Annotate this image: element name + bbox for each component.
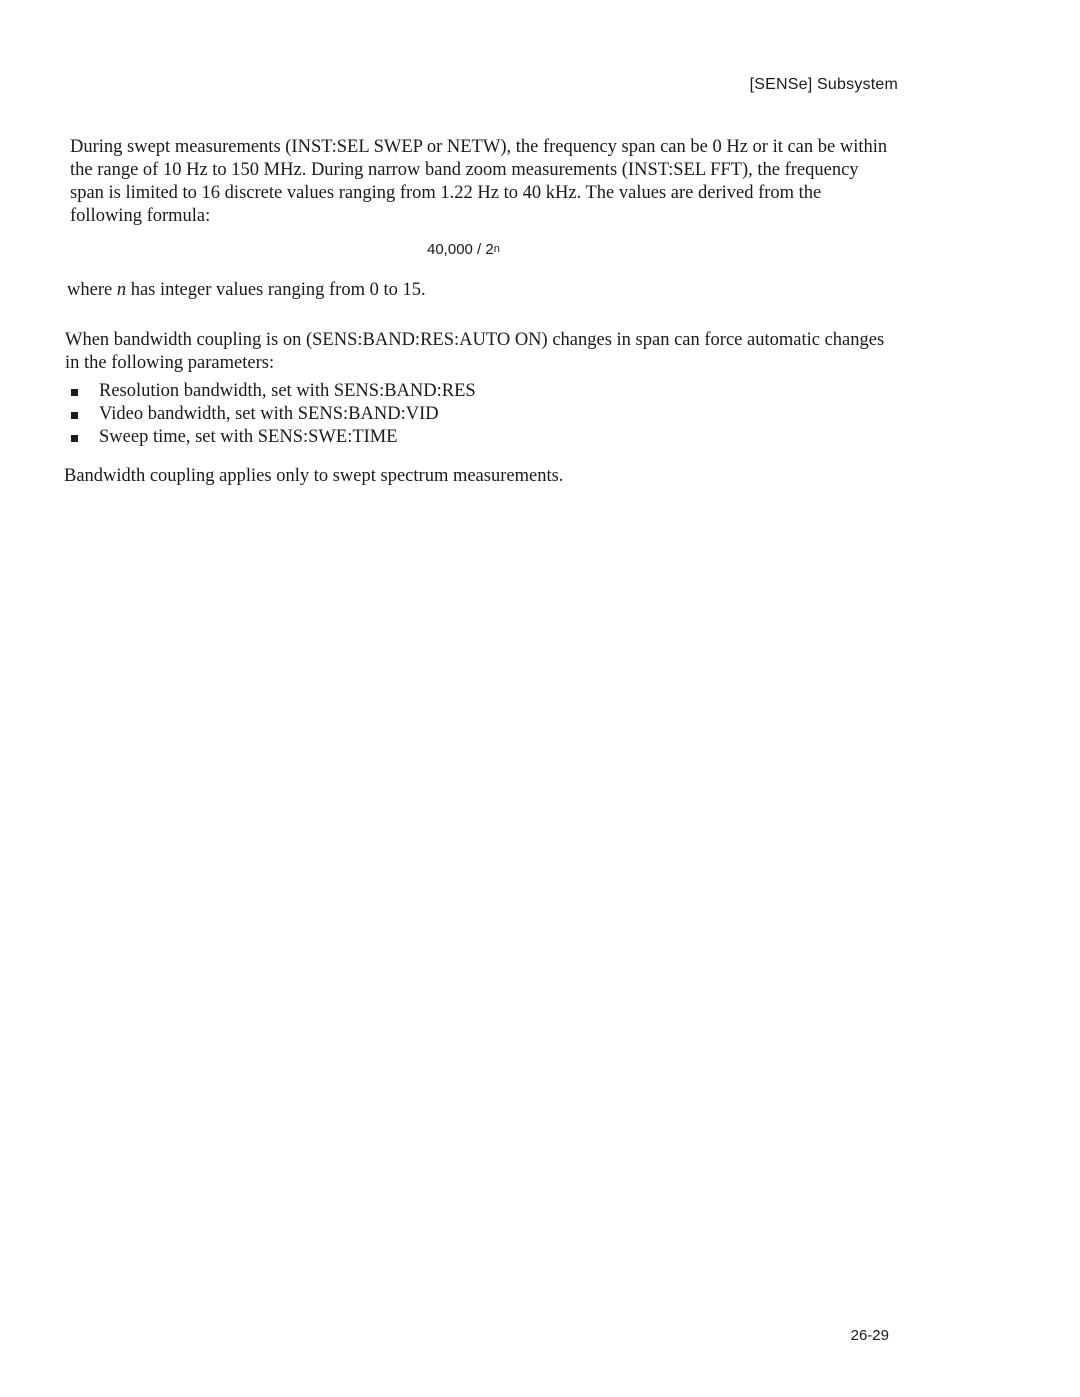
list-item-text: Resolution bandwidth, set with SENS:BAND:RES [99, 381, 476, 401]
paragraph-frequency-span: During swept measurements (INST:SEL SWEP or NETW), the frequency span can be 0 Hz or it can be within the range of 10 Hz to 150 MHz. During narrow band zoom measurements (INST:SEL FFT), the frequency span is limited to 16 discrete values ranging from 1.22 Hz to 40 kHz. The values are derived from the following formula: [70, 137, 888, 226]
definition-suffix: has integer values ranging from 0 to 15. [126, 280, 426, 300]
list-item [70, 426, 476, 449]
paragraph-variable-definition [67, 279, 887, 302]
paragraph-coupling-scope: Bandwidth coupling applies only to swept spectrum measurements. [64, 466, 564, 486]
span-formula [427, 241, 500, 258]
list-item [70, 380, 476, 403]
square-bullet-icon [71, 435, 78, 442]
square-bullet-icon [71, 412, 78, 419]
section-header: [SENSe] Subsystem [749, 76, 898, 93]
definition-prefix: where [67, 280, 117, 300]
formula-exponent: n [493, 243, 500, 255]
coupled-parameters-list [70, 380, 476, 449]
square-bullet-icon [71, 389, 78, 396]
list-item-text: Sweep time, set with SENS:SWE:TIME [99, 427, 398, 447]
list-item-text: Video bandwidth, set with SENS:BAND:VID [99, 404, 439, 424]
paragraph-bandwidth-coupling: When bandwidth coupling is on (SENS:BAND:RES:AUTO ON) changes in span can force automatic changes in the following parameters: [65, 330, 885, 373]
formula-base: 40,000 / 2 [427, 241, 494, 258]
list-item [70, 403, 476, 426]
definition-variable: n [116, 280, 127, 300]
page-number: 26-29 [850, 1327, 889, 1344]
